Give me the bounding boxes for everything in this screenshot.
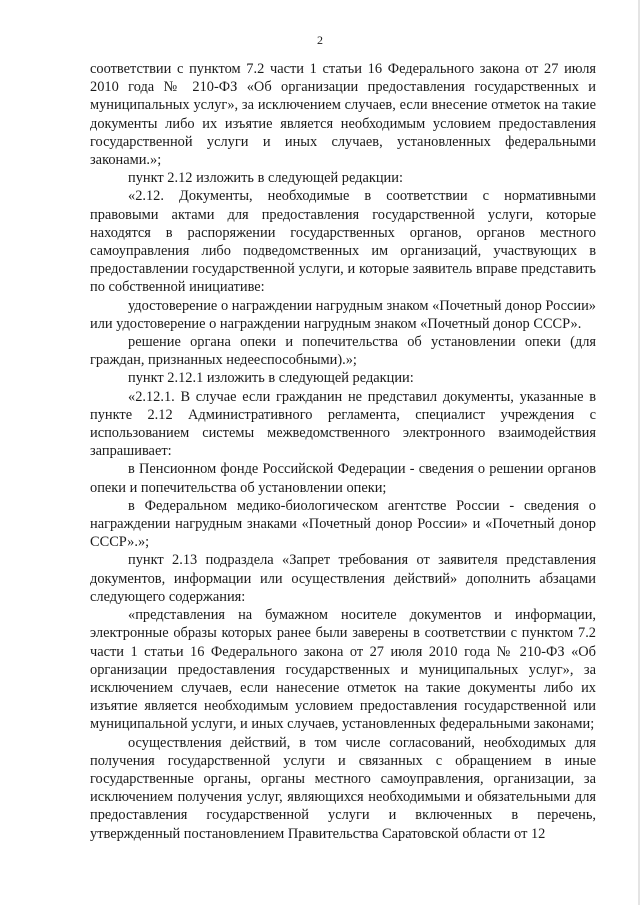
- paragraph-donor-certificate: удостоверение о награждении нагрудным знаком «Почетный донор России» или удостоверение о награждении нагрудным знаком «Почетный донор СССР».: [90, 297, 596, 332]
- paragraph-continuation: соответствии с пунктом 7.2 части 1 статьи 16 Федерального закона от 27 июля 2010 года № 210-ФЗ «Об организации предоставления государственных и муниципальных услуг», за исключением случаев, если внесение отметок на такие документы либо их изъятие является необходимым условием предоставления государственной услуги и иных случаев, установленных федеральными законами.»;: [90, 61, 596, 169]
- document-body: [90, 60, 596, 843]
- page-number: 2: [317, 33, 323, 47]
- paragraph-paper-documents: «представления на бумажном носителе документов и информации, электронные образы которых ранее были заверены в соответствии с пунктом 7.2 части 1 статьи 16 Федерального закона от 27 июля 2010 года № 210-ФЗ «Об организации предоставления государственных и муниципальных услуг», за исключением случаев, если нанесение отметок на такие документы либо их изъятие является необходимым условием предоставления государственной или муниципальной услуги, и иных случаев, установленных федеральными законами;: [90, 607, 596, 733]
- paragraph-amend-2-12: пункт 2.12 изложить в следующей редакции:: [128, 170, 403, 187]
- paragraph-pension-fund: в Пенсионном фонде Российской Федерации - сведения о решении органов опеки и попечительства об установлении опеки;: [90, 461, 596, 496]
- paragraph-amend-2-12-1: пункт 2.12.1 изложить в следующей редакции:: [128, 370, 414, 387]
- paragraph-actions-approvals: осуществления действий, в том числе согласований, необходимых для получения государственной услуги и связанных с обращением в иные государственные органы, органы местного самоуправления, организации, за исключением получения услуг, являющихся необходимыми и обязательными для предоставления государственной услуги и включенных в перечень, утвержденный постановлением Правительства Саратовской области от 12: [90, 734, 596, 842]
- paragraph-2-12-text: «2.12. Документы, необходимые в соответствии с нормативными правовыми актами для предоставления государственной услуги, которые находятся в распоряжении государственных органов, органов местного самоуправления либо подведомственных им организаций, участвующих в предоставлении государственной услуги, и которые заявитель вправе представить по собственной инициативе:: [90, 188, 596, 296]
- paragraph-guardianship-decision: решение органа опеки и попечительства об установлении опеки (для граждан, признанных недееспособными).»;: [90, 334, 596, 369]
- paragraph-fmba: в Федеральном медико-биологическом агентстве России - сведения о награждении нагрудным знаками «Почетный донор России» и «Почетный донор СССР».»;: [90, 497, 596, 551]
- paragraph-2-12-1-text: «2.12.1. В случае если гражданин не представил документы, указанные в пункте 2.12 Административного регламента, специалист учреждения с использованием системы межведомственного электронного взаимодействия запрашивает:: [90, 388, 596, 460]
- paragraph-amend-2-13: пункт 2.13 подраздела «Запрет требования от заявителя представления документов, информации или осуществления действий» дополнить абзацами следующего содержания:: [90, 552, 596, 605]
